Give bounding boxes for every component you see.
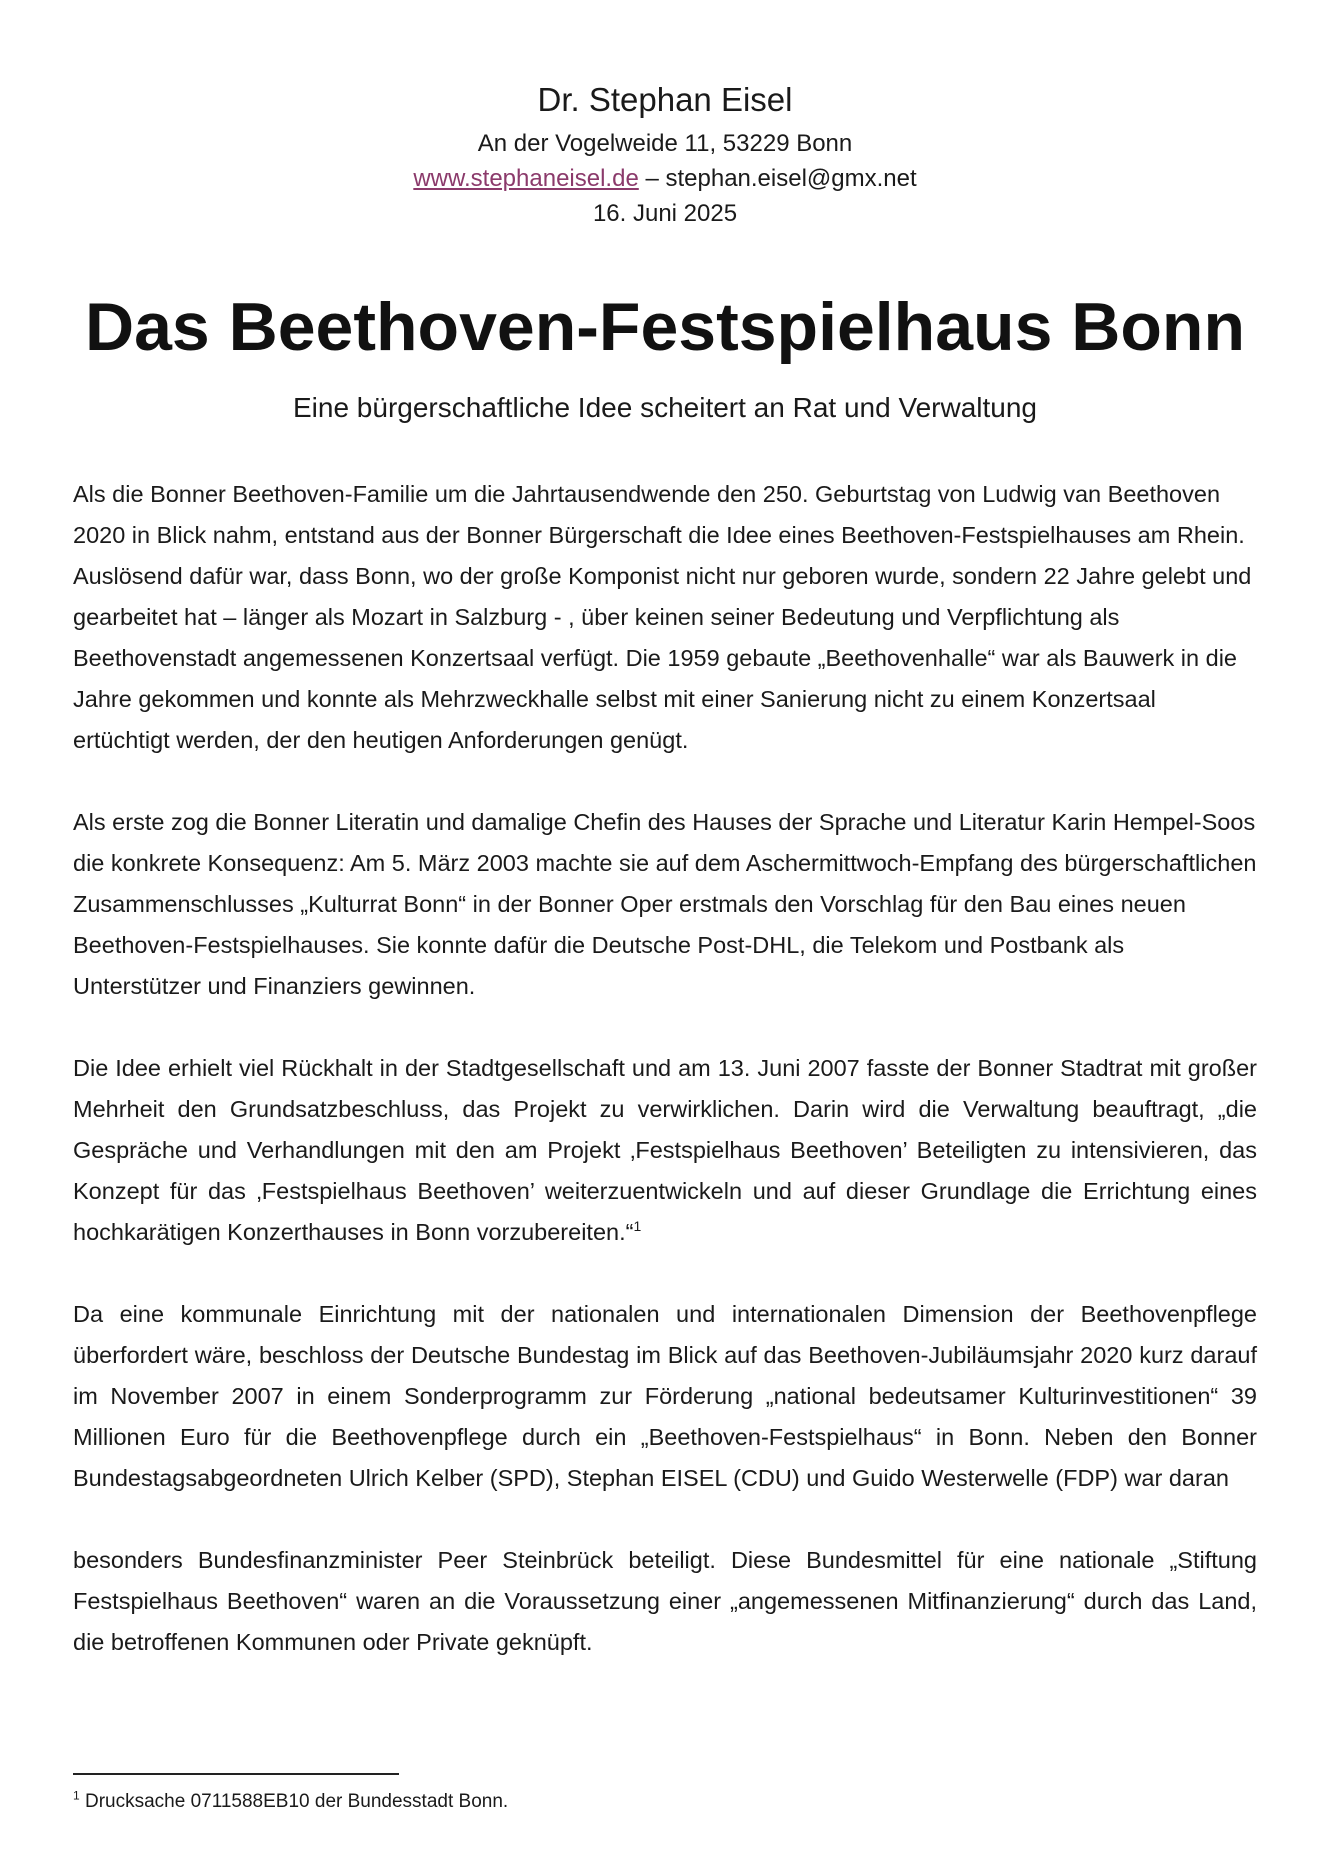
footnote-divider [73, 1773, 399, 1775]
letter-header [0, 74, 1330, 231]
contact-separator: – [638, 165, 666, 192]
footnote [73, 1788, 508, 1816]
body-text [73, 474, 1257, 1704]
paragraph-3 [73, 1048, 1257, 1253]
email-address: stephan.eisel@gmx.net [665, 165, 917, 192]
footnote-number: 1 [73, 1788, 80, 1803]
footnote-text: Drucksache 0711588EB10 der Bundesstadt Bonn. [84, 1791, 509, 1812]
paragraph-4: Da eine kommunale Einrichtung mit der nationalen und internationalen Dimension der Beethovenpflege überfordert wäre, beschloss der Deutsche Bundestag im Blick auf das Beethoven-Jubiläumsjahr 2020 kurz darauf im November 2007 in einem Sonderprogramm zur Förderung „national bedeutsamer Kulturinvestitionen“ 39 Millionen Euro für die Beethovenpflege durch ein „Beethoven-Festspielhaus“ in Bonn. Neben den Bonner Bundestagsabgeordneten Ulrich Kelber (SPD), Stephan EISEL (CDU) und Guido Westerwelle (FDP) war daran [73, 1301, 1257, 1491]
paragraph-2: Als erste zog die Bonner Literatin und damalige Chefin des Hauses der Sprache und Literatur Karin Hempel-Soos die konkrete Konsequenz: Am 5. März 2003 machte sie auf dem Aschermittwoch-Empfang des bürgerschaftlichen Zusammenschlusses „Kulturrat Bonn“ in der Bonner Oper erstmals den Vorschlag für den Bau eines neuen Beethoven-Festspielhauses. Sie konnte dafür die Deutsche Post-DHL, die Telekom und Postbank als Unterstützer und Finanziers gewinnen. [73, 809, 1257, 999]
author-address: An der Vogelweide 11, 53229 Bonn [477, 130, 853, 157]
paragraph-1: Als die Bonner Beethoven-Familie um die Jahrtausendwende den 250. Geburtstag von Ludwig van Beethoven 2020 in Blick nahm, entstand aus der Bonner Bürgerschaft die Idee eines Beethoven-Festspielhauses am Rhein. Auslösend dafür war, dass Bonn, wo der große Komponist nicht nur geboren wurde, sondern 22 Jahre gelebt und gearbeitet hat – länger als Mozart in Salzburg - , über keinen seiner Bedeutung und Verpflichtung als Beethovenstadt angemessenen Konzertsaal verfügt. Die 1959 gebaute „Beethovenhalle“ war als Bauwerk in die Jahre gekommen und konnte als Mehrzweckhalle selbst mit einer Sanierung nicht zu einem Konzertsaal ertüchtigt werden, der den heutigen Anforderungen genügt. [73, 481, 1252, 753]
footnote-reference[interactable]: 1 [633, 1218, 642, 1235]
author-name: Dr. Stephan Eisel [537, 81, 793, 118]
paragraph-3-text: Die Idee erhielt viel Rückhalt in der Stadtgesellschaft und am 13. Juni 2007 fasste der Bonner Stadtrat mit großer Mehrheit den Grundsatzbeschluss, das Projekt zu verwirklichen. Darin wird die Verwaltung beauftragt, „die Gespräche und Verhandlungen mit den am Projekt ‚Festspielhaus Beethoven’ Beteiligten zu intensivieren, das Konzept für das ‚Festspielhaus Beethoven’ weiterzuentwickeln und auf dieser Grundlage die Errichtung eines hochkarätigen Konzerthauses in Bonn vorzubereiten.“ [73, 1055, 1257, 1245]
document-subtitle: Eine bürgerschaftliche Idee scheitert an Rat und Verwaltung [292, 392, 1037, 423]
paragraph-5: besonders Bundesfinanzminister Peer Steinbrück beteiligt. Diese Bundesmittel für eine nationale „Stiftung Festspielhaus Beethoven“ waren an die Voraussetzung einer „angemessenen Mitfinanzierung“ durch das Land, die betroffenen Kommunen oder Private geknüpft. [73, 1547, 1257, 1655]
letter-date: 16. Juni 2025 [592, 200, 738, 227]
website-link[interactable]: www.stephaneisel.de [413, 165, 639, 192]
document-title: Das Beethoven-Festspielhaus Bonn [84, 289, 1246, 365]
contact-line [0, 161, 1330, 196]
